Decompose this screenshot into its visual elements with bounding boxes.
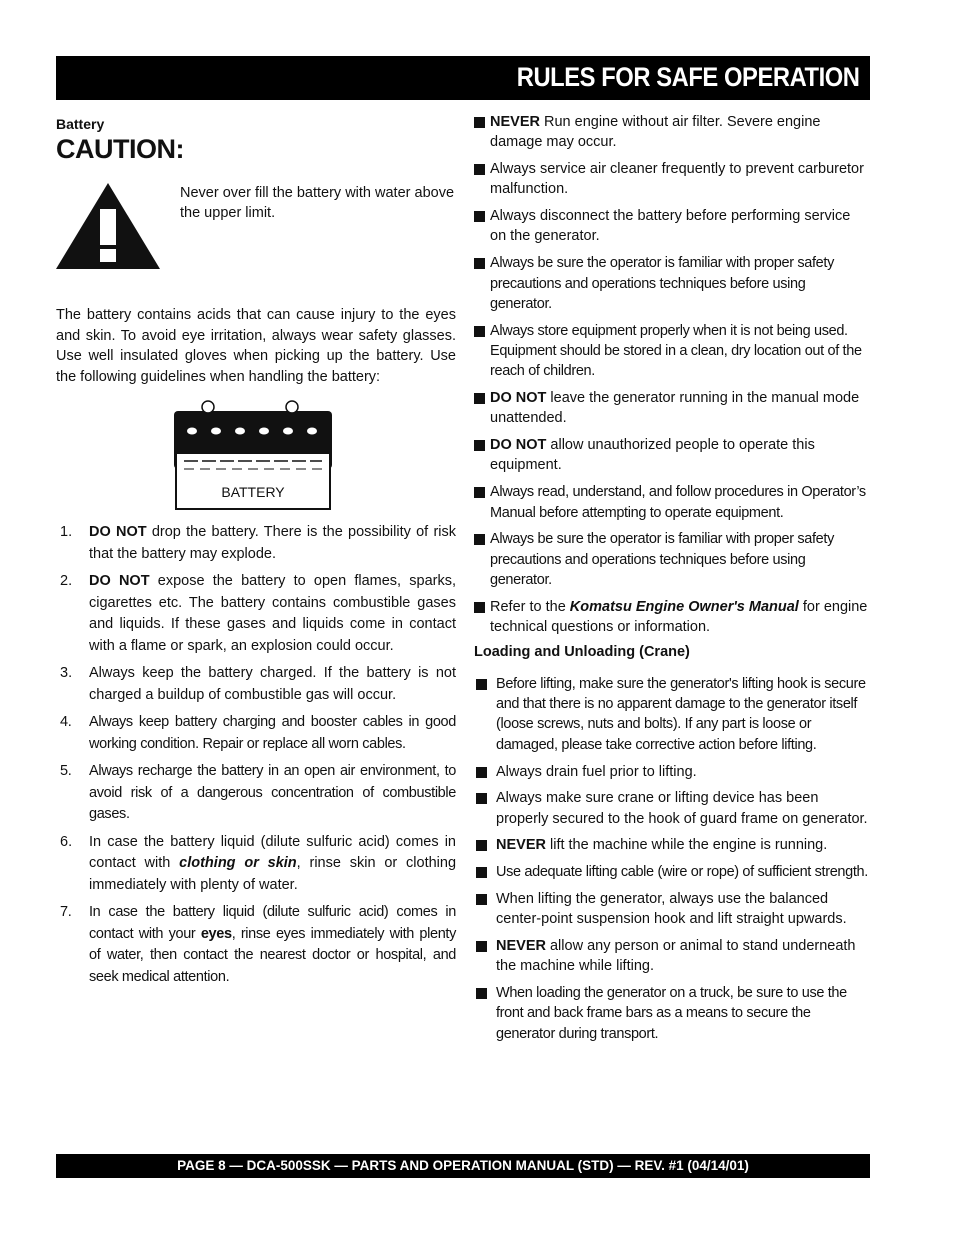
right-column (474, 112, 870, 1051)
section-label-battery: Battery (56, 116, 105, 132)
bullet-square-icon (476, 941, 487, 952)
bullet-square-icon (474, 164, 485, 175)
list-item: Use adequate lifting cable (wire or rope) of sufficient strength. (474, 862, 870, 882)
bullet-square-icon (474, 393, 485, 404)
list-item: Always be sure the operator is familiar with proper safety precautions and operations techniques before using generator. (474, 253, 870, 314)
battery-rules-list (56, 522, 456, 988)
list-item: Always make sure crane or lifting device has been properly secured to the hook of guard frame on generator. (474, 788, 870, 829)
safety-list (474, 112, 870, 637)
bullet-square-icon (474, 602, 485, 613)
bullet-square-icon (476, 840, 487, 851)
list-item: Before lifting, make sure the generator's lifting hook is secure and that there is no apparent damage to the generator itself (loose screws, nuts and bolts). If any part is loose or damaged, please take corrective action before lifting. (474, 674, 870, 755)
list-item: Always read, understand, and follow procedures in Operator’s Manual before attempting to operate equipment. (474, 482, 870, 523)
crane-list (474, 674, 870, 1044)
list-item: Refer to the Komatsu Engine Owner's Manual for engine technical questions or information. (474, 597, 870, 638)
list-item: 2. DO NOT expose the battery to open flames, sparks, cigarettes etc. The battery contains combustible gases and liquids. If these gases and liquids come in contact with a flame or spark, an explosion could occur. (60, 573, 457, 654)
list-item: 3. Always keep the battery charged. If the battery is not charged a buildup of combustible gas will occur. (60, 665, 456, 703)
bullet-square-icon (476, 867, 487, 878)
caution-block (56, 165, 456, 297)
battery-intro: The battery contains acids that can cause injury to the eyes and skin. To avoid eye irritation, always wear safety glasses. Use well insulated gloves when picking up the battery. Use the following guidelines when handling the battery: (56, 307, 456, 385)
list-item: Always drain fuel prior to lifting. (474, 762, 870, 782)
bullet-square-icon (474, 534, 485, 545)
list-item: When lifting the generator, always use the balanced center-point suspension hook and lift straight upwards. (474, 889, 870, 930)
list-item: 1. DO NOT drop the battery. There is the possibility of risk that the battery may explode. (60, 524, 456, 562)
list-item: NEVER Run engine without air filter. Severe engine damage may occur. (474, 112, 870, 153)
bullet-square-icon (474, 487, 485, 498)
caution-note: Never over fill the battery with water above the upper limit. (180, 185, 455, 221)
list-item: DO NOT allow unauthorized people to operate this equipment. (474, 435, 870, 476)
list-item: When loading the generator on a truck, be sure to use the front and back frame bars as a means to secure the generator during transport. (474, 983, 870, 1044)
bullet-square-icon (476, 679, 487, 690)
battery-illustration (172, 397, 336, 511)
bullet-square-icon (474, 258, 485, 269)
left-column (56, 112, 456, 994)
list-item: 5. Always recharge the battery in an open air environment, to avoid risk of a dangerous concentration of combustible gases. (60, 763, 456, 822)
bullet-square-icon (474, 326, 485, 337)
warning-triangle-icon (56, 183, 160, 271)
crane-heading: Loading and Unloading (Crane) (474, 643, 690, 660)
list-item: Always be sure the operator is familiar with proper safety precautions and operations techniques before using generator. (474, 529, 870, 590)
caution-title: CAUTION: (56, 134, 184, 164)
header-bar (56, 56, 870, 100)
page-title: RULES FOR SAFE OPERATION (517, 62, 860, 92)
bullet-square-icon (474, 440, 485, 451)
list-item: Always store equipment properly when it is not being used. Equipment should be stored in a clean, dry location out of the reach of children. (474, 321, 870, 382)
bullet-square-icon (474, 211, 485, 222)
list-item: Always service air cleaner frequently to prevent carburetor malfunction. (474, 159, 870, 200)
bullet-square-icon (476, 988, 487, 999)
bullet-square-icon (476, 767, 487, 778)
list-item: NEVER allow any person or animal to stand underneath the machine while lifting. (474, 936, 870, 977)
list-item: NEVER lift the machine while the engine is running. (474, 835, 870, 855)
bullet-square-icon (474, 117, 485, 128)
list-item: Always disconnect the battery before performing service on the generator. (474, 206, 870, 247)
list-item: 6. In case the battery liquid (dilute sulfuric acid) comes in contact with clothing or skin, rinse skin or clothing immediately with plenty of water. (60, 833, 457, 893)
list-item: 7. In case the battery liquid (dilute sulfuric acid) comes in contact with your eyes, rinse eyes immediately with plenty of water, then contact the nearest doctor or hospital, and seek medical attention. (60, 904, 457, 985)
footer-bar: PAGE 8 — DCA-500SSK — PARTS AND OPERATION MANUAL (STD) — REV. #1 (04/14/01) (56, 1154, 870, 1178)
battery-label: BATTERY (221, 484, 285, 500)
list-item: DO NOT leave the generator running in the manual mode unattended. (474, 388, 870, 429)
bullet-square-icon (476, 793, 487, 804)
list-item: 4. Always keep battery charging and booster cables in good working condition. Repair or replace all worn cables. (60, 714, 456, 752)
bullet-square-icon (476, 894, 487, 905)
